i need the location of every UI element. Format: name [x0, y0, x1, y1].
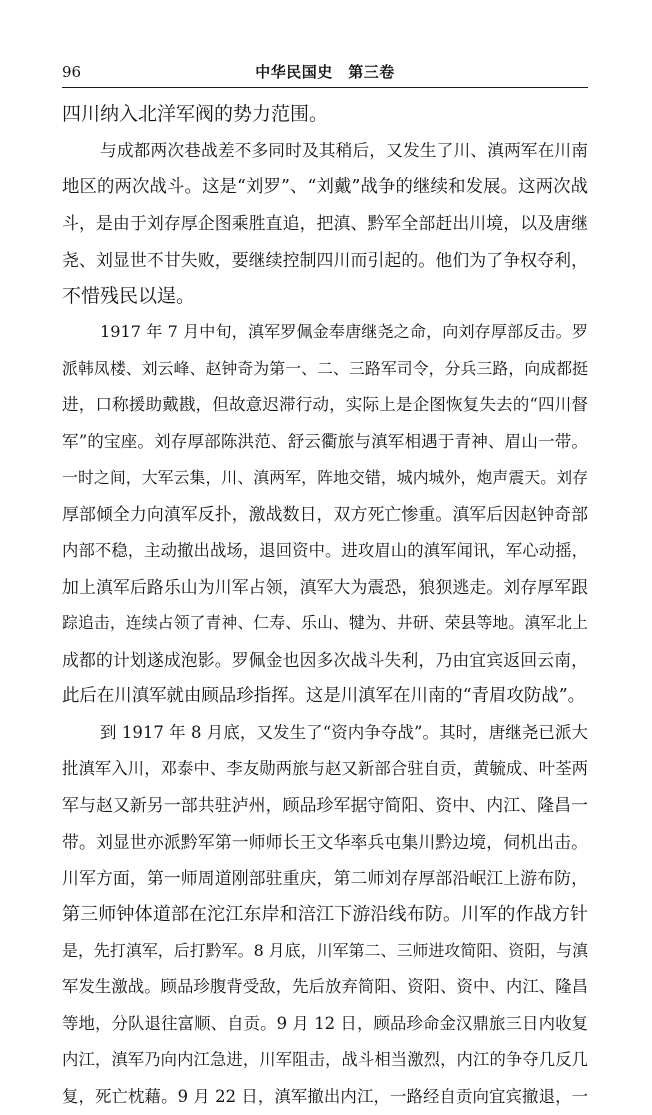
- text-line: 斗，是由于刘存厚企图乘胜直追，把滇、黔军全部赶出川境，以及唐继: [62, 213, 588, 234]
- running-title: 中华民国史 第三卷: [255, 63, 395, 81]
- text-line: 军与赵又新另一部共驻泸州，顾品珍军据守简阳、资中、内江、隆昌一: [62, 795, 588, 816]
- text-line: 复，死亡枕藉。9 月 22 日，滇军撤出内江，一路经自贡向宜宾撤退，一: [62, 1086, 588, 1106]
- text-line: 批滇军入川，邓泰中、李友勋两旅与赵又新部合驻自贡，黄毓成、叶荃两: [62, 759, 588, 779]
- text-line: 成都的计划遂成泡影。罗佩金也因多次战斗失利，乃由宜宾返回云南，: [62, 649, 588, 670]
- header-rule: [62, 87, 588, 88]
- text-line: 是，先打滇军，后打黔军。8 月底，川军第二、三师进攻简阳、资阳，与滇: [62, 940, 588, 960]
- text-line: 川军方面，第一师周道刚部驻重庆，第二师刘存厚部沿岷江上游布防，: [62, 868, 588, 889]
- text-line: 不惜残民以逞。: [62, 284, 196, 307]
- text-line: 此后在川滇军就由顾品珍指挥。这是川滇军在川南的“青眉攻防战”。: [62, 686, 586, 707]
- text-line: 四川纳入北洋军阀的势力范围。: [62, 103, 329, 125]
- text-line: 进，口称援助戴戡，但故意迟滞行动，实际上是企图恢复失去的“四川督: [62, 395, 588, 415]
- text-line: 军发生激战。顾品珍腹背受敌，先后放弃简阳、资阳、资中、内江、隆昌: [62, 977, 588, 997]
- text-line: 踪追击，连续占领了青神、仁寿、乐山、犍为、井研、荣县等地。滇军北上: [62, 613, 588, 633]
- text-line: 加上滇军后路乐山为川军占领，滇军大为震恐，狼狈逃走。刘存厚军跟: [62, 577, 588, 598]
- text-line: 内部不稳，主动撤出战场，退回资中。进攻眉山的滇军闻讯，军心动摇，: [62, 540, 588, 560]
- body-text: [62, 96, 588, 1115]
- text-line: 地区的两次战斗。这是“刘罗”、“刘戴”战争的继续和发展。这两次战: [62, 176, 588, 197]
- text-line: 带。刘显世亦派黔军第一师师长王文华率兵屯集川黔边境，伺机出击。: [62, 831, 588, 852]
- text-line: 军”的宝座。刘存厚部陈洪范、舒云衢旅与滇军相遇于青神、眉山一带。: [62, 431, 588, 451]
- page-header: [62, 60, 588, 86]
- text-line: 第三师钟体道部在沱江东岸和涪江下游沿线布防。川军的作战方针: [62, 903, 588, 925]
- text-line: 派韩凤楼、刘云峰、赵钟奇为第一、二、三路军司令，分兵三路，向成都挺: [62, 358, 588, 378]
- page-number: 96: [62, 63, 82, 81]
- text-line: 内江，滇军乃向内江急进，川军阻击，战斗相当激烈，内江的争夺几反几: [62, 1050, 588, 1070]
- text-line: 尧、刘显世不甘失败，要继续控制四川而引起的。他们为了争权夺利，: [62, 249, 588, 270]
- text-line: 与成都两次巷战差不多同时及其稍后，又发生了川、滇两军在川南: [100, 140, 588, 161]
- text-line: 等地，分队退往富顺、自贡。9 月 12 日，顾品珍命金汉鼎旅三日内收复: [62, 1013, 588, 1033]
- text-line: 1917 年 7 月中旬，滇军罗佩金奉唐继尧之命，向刘存厚部反击。罗: [100, 322, 588, 342]
- text-line: 到 1917 年 8 月底，又发生了“资内争夺战”。其时，唐继尧已派大: [100, 722, 588, 742]
- text-line: 厚部倾全力向滇军反扑，激战数日，双方死亡惨重。滇军后因赵钟奇部: [62, 504, 588, 525]
- text-line: 一时之间，大军云集，川、滇两军，阵地交错，城内城外，炮声震天。刘存: [62, 467, 588, 487]
